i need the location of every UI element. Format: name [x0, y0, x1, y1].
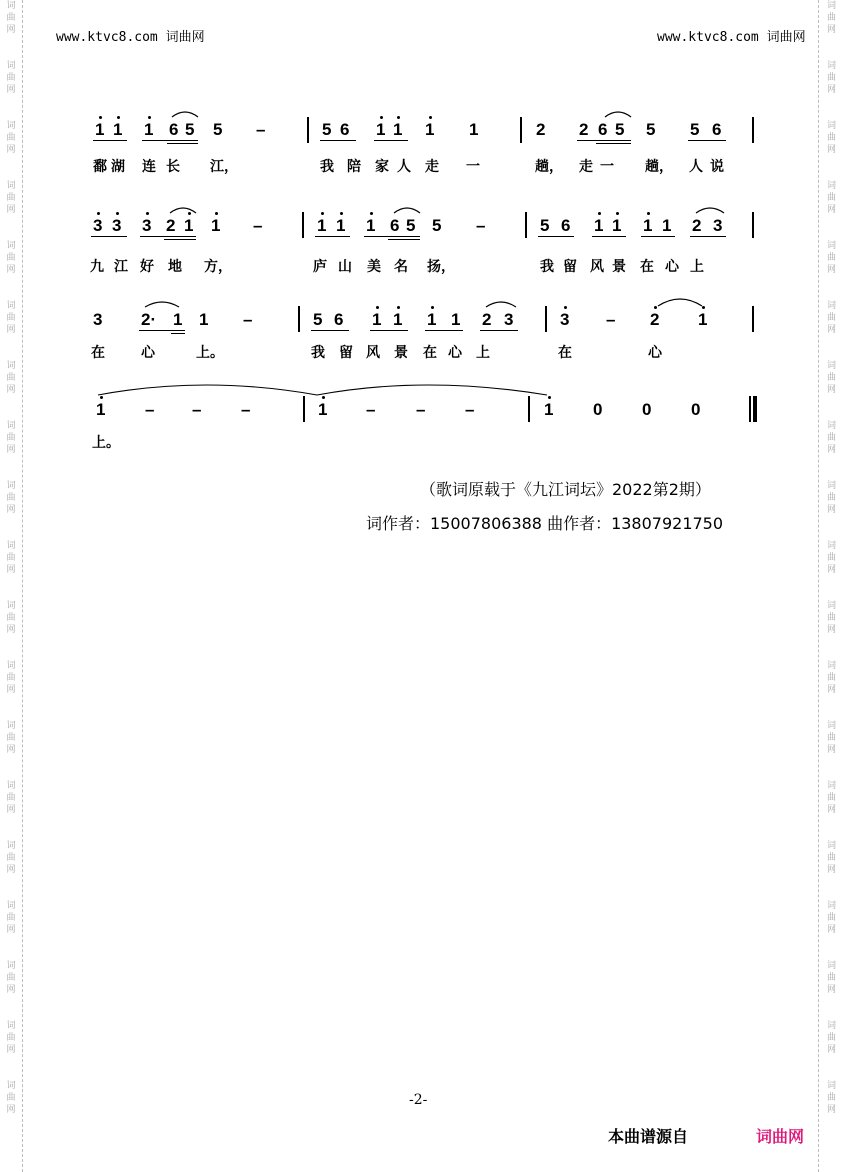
note: – — [243, 310, 253, 329]
bar-line — [303, 396, 305, 422]
note: 5 — [432, 216, 442, 235]
note: 5 — [615, 120, 625, 139]
watermark-text: 词 曲 网 — [826, 901, 836, 935]
watermark-text: 词 曲 网 — [6, 841, 16, 875]
lyric: 留 — [339, 345, 353, 361]
beam-underline — [171, 333, 185, 334]
authors-contact: 词作者：15007806388 曲作者：13807921750 — [366, 514, 724, 533]
octave-dot — [564, 306, 567, 309]
note: 1 — [336, 216, 346, 235]
lyric: 心 — [648, 345, 662, 361]
source-brand-link[interactable]: 词曲网 — [756, 1127, 805, 1146]
beam-underline — [320, 140, 356, 141]
slur — [392, 203, 422, 215]
watermark-text: 词 曲 网 — [826, 181, 836, 215]
note: 3 — [504, 310, 514, 329]
octave-dot — [548, 396, 551, 399]
lyric: 庐 — [313, 259, 327, 275]
beam-underline — [641, 236, 675, 237]
beam-underline — [425, 330, 463, 331]
note: 5 — [690, 120, 700, 139]
note: 1 — [662, 216, 672, 235]
note: 0 — [642, 400, 652, 419]
header-left-site[interactable]: www.ktvc8.com 词曲网 — [56, 30, 205, 45]
lyric: 景 — [394, 345, 408, 361]
note: 6 — [712, 120, 722, 139]
watermark-text: 词 曲 网 — [826, 721, 836, 755]
watermark-text: 词 曲 网 — [826, 481, 836, 515]
slur — [143, 297, 181, 309]
bar-line — [545, 306, 547, 332]
note: 5 — [185, 120, 195, 139]
lyric: 留 — [563, 259, 577, 275]
note: 1 — [451, 310, 461, 329]
note: 1 — [594, 216, 604, 235]
octave-dot — [116, 212, 119, 215]
lyric: 美 — [367, 259, 381, 275]
watermark-text: 词 曲 网 — [826, 601, 836, 635]
note: 5 — [540, 216, 550, 235]
octave-dot — [647, 212, 650, 215]
lyric: 我 — [311, 345, 325, 361]
beam-underline — [538, 236, 574, 237]
slur — [170, 107, 200, 119]
note: – — [256, 120, 266, 139]
note: – — [253, 216, 263, 235]
beam-underline — [139, 330, 185, 331]
beam-underline — [167, 143, 198, 144]
lyric: 我 — [540, 259, 554, 275]
lyric: 心 — [448, 345, 462, 361]
watermark-text: 词 曲 网 — [6, 181, 16, 215]
beam-underline — [480, 330, 518, 331]
note: 1 — [211, 216, 221, 235]
watermark-text: 词 曲 网 — [826, 241, 836, 275]
watermark-text: 词 曲 网 — [826, 121, 836, 155]
octave-dot — [100, 396, 103, 399]
lyric: 长 — [166, 159, 180, 175]
watermark-text: 词 曲 网 — [826, 61, 836, 95]
source-label: 本曲谱源自 — [608, 1127, 689, 1146]
beam-underline — [374, 140, 408, 141]
note: 3 — [713, 216, 723, 235]
note: – — [192, 400, 202, 419]
watermark-text: 词 曲 网 — [826, 361, 836, 395]
bar-line — [302, 212, 304, 238]
beam-underline — [315, 236, 350, 237]
note: 1 — [393, 120, 403, 139]
note: 2 — [482, 310, 492, 329]
lyric: 趟， — [645, 159, 673, 175]
watermark-text: 词 曲 网 — [6, 781, 16, 815]
note: 1 — [643, 216, 653, 235]
note: – — [465, 400, 475, 419]
octave-dot — [322, 396, 325, 399]
lyric: 心 — [141, 345, 155, 361]
lyric: 上。 — [196, 345, 224, 361]
note: 3 — [93, 310, 103, 329]
lyric: 人 — [689, 159, 703, 175]
octave-dot — [397, 116, 400, 119]
octave-dot — [117, 116, 120, 119]
slur — [603, 107, 633, 119]
lyric: 山 — [338, 259, 352, 275]
lyrics-source-note: （歌词原载于《九江词坛》2022第2期） — [420, 480, 711, 499]
lyric: 在 — [640, 259, 654, 275]
note: 1 — [393, 310, 403, 329]
lyric: 鄱 — [93, 159, 107, 175]
note: 1 — [173, 310, 183, 329]
lyric: 在 — [423, 345, 437, 361]
watermark-text: 词 曲 网 — [6, 301, 16, 335]
note: 6 — [340, 120, 350, 139]
octave-dot — [340, 212, 343, 215]
note: 1 — [612, 216, 622, 235]
note: 1 — [199, 310, 209, 329]
note: 6 — [561, 216, 571, 235]
lyric: 九 — [90, 259, 104, 275]
watermark-text: 词 曲 网 — [6, 121, 16, 155]
beam-underline — [364, 236, 420, 237]
beam-underline — [164, 239, 196, 240]
note: – — [606, 310, 616, 329]
note: 2 — [536, 120, 546, 139]
octave-dot — [99, 116, 102, 119]
note: 1 — [469, 120, 479, 139]
note: 5 — [322, 120, 332, 139]
note: 1 — [544, 400, 554, 419]
bar-line — [752, 212, 754, 238]
lyric: 在 — [558, 345, 572, 361]
header-right-site[interactable]: www.ktvc8.com 词曲网 — [657, 30, 806, 45]
watermark-text: 词 曲 网 — [6, 601, 16, 635]
beam-underline — [140, 236, 196, 237]
lyric: 连 — [142, 159, 156, 175]
watermark-text: 词 曲 网 — [826, 1021, 836, 1055]
slur — [694, 203, 726, 215]
note: 1 — [376, 120, 386, 139]
watermark-text: 词 曲 网 — [6, 901, 16, 935]
note: 0 — [691, 400, 701, 419]
beam-underline — [688, 140, 726, 141]
note: 1 — [427, 310, 437, 329]
note: 6 — [169, 120, 179, 139]
watermark-text: 词 曲 网 — [826, 1, 836, 35]
bar-line — [525, 212, 527, 238]
watermark-text: 词 曲 网 — [6, 361, 16, 395]
watermark-text: 词 曲 网 — [6, 1081, 16, 1115]
slur — [656, 294, 704, 308]
lyric: 走 — [579, 159, 593, 175]
lyric: 上 — [476, 345, 490, 361]
watermark-text: 词 曲 网 — [6, 241, 16, 275]
right-watermark-strip — [818, 0, 843, 1172]
note: 6 — [390, 216, 400, 235]
lyric: 方， — [204, 259, 232, 275]
lyric: 家 — [375, 159, 389, 175]
octave-dot — [370, 212, 373, 215]
watermark-text: 词 曲 网 — [826, 781, 836, 815]
lyric: 我 — [320, 159, 334, 175]
note: 3 — [560, 310, 570, 329]
note: 5 — [213, 120, 223, 139]
lyric: 江， — [210, 159, 238, 175]
octave-dot — [148, 116, 151, 119]
note: 2 — [579, 120, 589, 139]
note: 5 — [406, 216, 416, 235]
note: 1 — [113, 120, 123, 139]
note: 1 — [184, 216, 194, 235]
note: 6 — [598, 120, 608, 139]
beam-underline — [93, 140, 127, 141]
watermark-text: 词 曲 网 — [6, 481, 16, 515]
watermark-text: 词 曲 网 — [826, 1081, 836, 1115]
lyric: 心 — [665, 259, 679, 275]
bar-line — [307, 117, 309, 143]
lyric: 风 — [366, 345, 380, 361]
bar-line — [528, 396, 530, 422]
note: 5 — [313, 310, 323, 329]
bar-line — [752, 117, 754, 143]
watermark-text: 词 曲 网 — [6, 661, 16, 695]
watermark-text: 词 曲 网 — [6, 541, 16, 575]
watermark-text: 词 曲 网 — [826, 421, 836, 455]
beam-underline — [592, 236, 626, 237]
octave-dot — [598, 212, 601, 215]
watermark-text: 词 曲 网 — [826, 961, 836, 995]
note: 0 — [593, 400, 603, 419]
bar-line — [298, 306, 300, 332]
lyric: 在 — [91, 345, 105, 361]
lyric: 走 — [425, 159, 439, 175]
note: – — [241, 400, 251, 419]
slur — [168, 203, 198, 215]
lyric: 景 — [612, 259, 626, 275]
lyric: 湖 — [111, 159, 125, 175]
watermark-text: 词 曲 网 — [6, 421, 16, 455]
page-number: -2- — [409, 1092, 428, 1108]
note: 2 — [692, 216, 702, 235]
beam-underline — [142, 140, 198, 141]
note: 3 — [112, 216, 122, 235]
lyric: 好 — [140, 259, 154, 275]
lyric: 上 — [690, 259, 704, 275]
note: 2 — [166, 216, 176, 235]
beam-underline — [690, 236, 726, 237]
beam-underline — [577, 140, 631, 141]
octave-dot — [376, 306, 379, 309]
note: 2 — [650, 310, 660, 329]
watermark-text: 词 曲 网 — [826, 541, 836, 575]
beam-underline — [596, 143, 631, 144]
note: 3 — [142, 216, 152, 235]
beam-underline — [388, 239, 420, 240]
octave-dot — [380, 116, 383, 119]
watermark-text: 词 曲 网 — [826, 841, 836, 875]
note: 1 — [318, 400, 328, 419]
watermark-text: 词 曲 网 — [6, 1021, 16, 1055]
octave-dot — [321, 212, 324, 215]
note: 3 — [93, 216, 103, 235]
note: 1 — [425, 120, 435, 139]
note: 5 — [646, 120, 656, 139]
note: 1 — [698, 310, 708, 329]
beam-underline — [370, 330, 408, 331]
left-watermark-strip — [0, 0, 23, 1172]
lyric: 名 — [394, 259, 408, 275]
note: 1 — [144, 120, 154, 139]
octave-dot — [397, 306, 400, 309]
watermark-text: 词 曲 网 — [6, 1, 16, 35]
lyric: 地 — [168, 259, 182, 275]
note: – — [366, 400, 376, 419]
note: 1 — [95, 120, 105, 139]
note: 2· — [141, 310, 157, 329]
octave-dot — [97, 212, 100, 215]
lyric: 上。 — [92, 435, 120, 451]
note: 6 — [334, 310, 344, 329]
octave-dot — [616, 212, 619, 215]
lyric: 趟， — [535, 159, 563, 175]
slur — [484, 297, 518, 309]
watermark-text: 词 曲 网 — [826, 301, 836, 335]
lyric: 风 — [590, 259, 604, 275]
bar-line — [520, 117, 522, 143]
bar-line — [752, 306, 754, 332]
note: – — [145, 400, 155, 419]
octave-dot — [146, 212, 149, 215]
lyric: 人 — [397, 159, 411, 175]
note: – — [476, 216, 486, 235]
lyric: 一 — [600, 159, 614, 175]
note: 1 — [317, 216, 327, 235]
lyric: 说 — [710, 159, 724, 175]
final-bar-line-thick — [753, 396, 757, 422]
beam-underline — [311, 330, 349, 331]
tie-arc — [95, 375, 555, 399]
lyric: 江 — [114, 259, 128, 275]
lyric: 陪 — [347, 159, 361, 175]
final-bar-line — [749, 396, 751, 422]
watermark-text: 词 曲 网 — [6, 61, 16, 95]
note: 1 — [366, 216, 376, 235]
watermark-text: 词 曲 网 — [826, 661, 836, 695]
watermark-text: 词 曲 网 — [6, 961, 16, 995]
note: 1 — [372, 310, 382, 329]
lyric: 扬， — [427, 259, 455, 275]
note: – — [416, 400, 426, 419]
octave-dot — [431, 306, 434, 309]
lyric: 一 — [466, 159, 480, 175]
octave-dot — [429, 116, 432, 119]
note: 1 — [96, 400, 106, 419]
beam-underline — [91, 236, 127, 237]
watermark-text: 词 曲 网 — [6, 721, 16, 755]
octave-dot — [215, 212, 218, 215]
